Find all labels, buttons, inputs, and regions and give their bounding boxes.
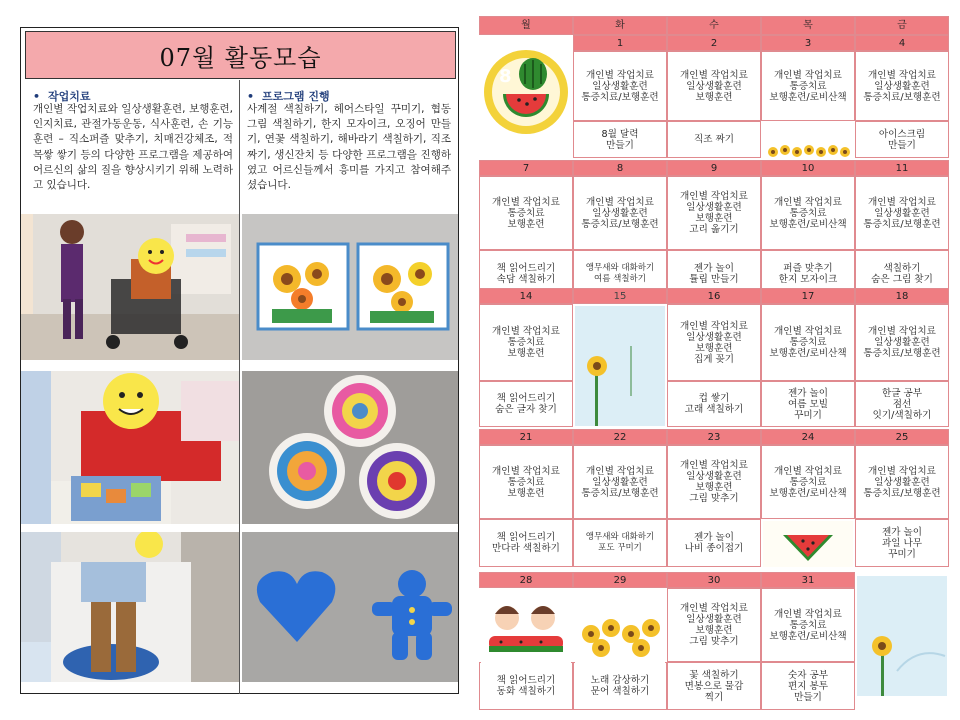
schedule-cell-text: 개인별 작업치료 일상생활훈련 보행훈련: [680, 69, 748, 103]
schedule-cell-text: 개인별 작업치료 통증치료 보행훈련/로비산책: [769, 326, 847, 359]
page-title: 07월 활동모습: [25, 31, 456, 79]
date-11-text: 11: [895, 162, 909, 174]
date-14: [479, 288, 573, 304]
schedule-cell-text: 개인별 작업치료 일상생활훈련 통증치료/보행훈련: [581, 465, 659, 499]
schedule-cell-text: 개인별 작업치료 일상생활훈련 통증치료/보행훈련: [863, 69, 941, 103]
date-3: [761, 35, 855, 51]
date-8: [573, 160, 667, 176]
program-cell-text: 젠가 놀이 여름 모빌 꾸미기: [787, 387, 829, 421]
program-cell-text: 아이스크림 만들기: [878, 128, 926, 151]
day-header-1-text: 화: [615, 20, 625, 31]
date-9-text: 9: [710, 162, 718, 174]
program-cell: [667, 519, 761, 567]
photo-walker-training: [21, 214, 239, 360]
program-cell: [479, 662, 573, 710]
program-cell: [855, 519, 949, 567]
date-29-text: 29: [613, 574, 627, 586]
photo-lacing-crafts: [242, 532, 458, 682]
watermelon-slice-icon: [763, 521, 853, 567]
date-25-text: 25: [895, 431, 909, 443]
schedule-cell-text: 개인별 작업치료 통증치료 보행훈련: [492, 196, 560, 230]
schedule-cell: [761, 176, 855, 250]
kids-watermelon-icon: [481, 590, 571, 664]
schedule-cell: [855, 445, 949, 519]
date-4-text: 4: [898, 37, 906, 49]
program-cell-text: 퍼즐 맞추기 한지 모자이크: [778, 263, 838, 285]
bullet-icon: •: [33, 90, 41, 103]
day-header-2-text: 수: [709, 20, 719, 31]
program-cell-text: 색칠하기 숨은 그림 찾기: [871, 263, 933, 285]
schedule-cell: [761, 588, 855, 662]
schedule-cell: [667, 304, 761, 381]
program-cell: [761, 662, 855, 710]
schedule-cell-text: 개인별 작업치료 통증치료 보행훈련/로비산책: [769, 465, 847, 499]
program-cell-text: 앵무새와 대화하기 포도 꾸미기: [585, 532, 655, 553]
schedule-cell: [761, 51, 855, 121]
date-7-text: 7: [522, 162, 530, 174]
schedule-cell-text: 개인별 작업치료 일상생활훈련 통증치료/보행훈련: [863, 196, 941, 230]
program-cell: [479, 519, 573, 567]
day-header-1: [573, 16, 667, 35]
day-header-2: [667, 16, 761, 35]
day-header-3-text: 목: [803, 20, 813, 31]
schedule-cell-text: 개인별 작업치료 일상생활훈련 통증치료/보행훈련: [581, 196, 659, 230]
date-2-text: 2: [710, 37, 718, 49]
day-header-4: [855, 16, 949, 35]
date-10-text: 10: [801, 162, 815, 174]
date-29: [573, 572, 667, 588]
activity-panel: [20, 27, 459, 694]
schedule-cell-text: 개인별 작업치료 일상생활훈련 보행훈련 집게 꽂기: [680, 320, 748, 365]
date-25: [855, 429, 949, 445]
date-28-text: 28: [519, 574, 533, 586]
date-22: [573, 429, 667, 445]
photo-mandala-coloring: [242, 371, 458, 524]
date-21: [479, 429, 573, 445]
sunflower-corner-icon: [857, 576, 947, 696]
schedule-cell: [855, 304, 949, 381]
program-cell: [479, 381, 573, 427]
schedule-cell: [573, 51, 667, 121]
date-2: [667, 35, 761, 51]
date-7: [479, 160, 573, 176]
schedule-cell: [479, 304, 573, 381]
photo-leg-exercise: [21, 532, 239, 682]
date-24-text: 24: [801, 431, 815, 443]
program-body: 사계절 색칠하기, 헤어스타일 꾸미기, 협동 그림 색칠하기, 한지 모자이크, 오징어 만들기, 연꽃 색칠하기, 해바라기 색칠하기, 직조 짜기, 생신잔치 등 다양한 프로그램을 진행하였고 어르신들께서 흥미를 가지고 참여해주셨습니다.: [247, 103, 451, 192]
program-cell-text: 책 읽어드리기 숨은 글자 찾기: [495, 393, 557, 415]
schedule-cell: [761, 304, 855, 381]
date-16-text: 16: [707, 290, 721, 302]
program-cell-text: 한글 공부 점선 잇기/색칠하기: [872, 387, 932, 421]
schedule-cell-text: 개인별 작업치료 통증치료 보행훈련/로비산책: [769, 608, 847, 642]
date-14-text: 14: [519, 290, 533, 302]
day-header-3: [761, 16, 855, 35]
date-1-text: 1: [616, 37, 624, 49]
date-22-text: 22: [613, 431, 627, 443]
sunflower-strip-icon: [763, 140, 853, 160]
program-cell: [573, 121, 667, 158]
date-23-text: 23: [707, 431, 721, 443]
occ-therapy-heading-text: 작업치료: [48, 90, 91, 103]
sunflowers-field-icon: [575, 590, 665, 664]
date-11: [855, 160, 949, 176]
schedule-cell: [667, 588, 761, 662]
schedule-cell-text: 개인별 작업치료 일상생활훈련 보행훈련 그림 맞추기: [680, 460, 748, 504]
date-18-text: 18: [895, 290, 909, 302]
date-15: [573, 288, 667, 304]
schedule-cell: [855, 51, 949, 121]
occ-therapy-body: 개인별 작업치료와 일상생활훈련, 보행훈련, 인지치료, 관절가동운동, 식사훈련, 손 기능 훈련 – 직소퍼즐 맞추기, 치매건강체조, 적목쌓 쌓기 등의 다양한 프로그램을 제공하여 어르신의 삶의 질을 향상시키기 위해 노력하고 있습니다.: [33, 103, 233, 192]
date-31: [761, 572, 855, 588]
photo-sunflower-coloring: [242, 214, 458, 360]
program-cell: [573, 662, 667, 710]
date-8-text: 8: [616, 162, 624, 174]
schedule-cell-text: 개인별 작업치료 통증치료 보행훈련/로비산책: [769, 196, 847, 230]
date-3-text: 3: [804, 37, 812, 49]
program-cell: [573, 519, 667, 567]
day-header-4-text: 금: [897, 20, 907, 31]
program-cell-text: 앵무새와 대화하기 여름 색칠하기: [585, 263, 655, 284]
program-cell: [667, 662, 761, 710]
program-cell-text: 꽃 색칠하기 면봉으로 물감 찍기: [684, 669, 744, 703]
date-1: [573, 35, 667, 51]
schedule-cell: [855, 176, 949, 250]
schedule-cell: [479, 445, 573, 519]
program-cell-text: 직조 짜기: [693, 134, 735, 145]
svg-text:8: 8: [499, 66, 512, 87]
schedule-cell-text: 개인별 작업치료 통증치료 보행훈련: [492, 465, 560, 499]
schedule-cell: [573, 176, 667, 250]
schedule-cell-text: 개인별 작업치료 일상생활훈련 통증치료/보행훈련: [581, 69, 659, 103]
schedule-cell-text: 개인별 작업치료 통증치료 보행훈련: [492, 326, 560, 359]
watermelon-month-icon: [481, 36, 571, 142]
date-15-text: 15: [613, 290, 627, 302]
program-cell: [667, 121, 761, 158]
schedule-cell: [761, 445, 855, 519]
schedule-cell: [667, 176, 761, 250]
schedule-cell-text: 개인별 작업치료 일상생활훈련 보행훈련 고리 옮기기: [680, 191, 748, 235]
program-cell-text: 책 읽어드리기 동화 색칠하기: [496, 675, 556, 697]
program-cell-text: 숫자 공부 편지 봉투 만들기: [787, 669, 829, 703]
schedule-cell: [667, 445, 761, 519]
program-heading-text: 프로그램 진행: [262, 90, 330, 103]
date-24: [761, 429, 855, 445]
schedule-cell-text: 개인별 작업치료 일상생활훈련 통증치료/보행훈련: [863, 465, 941, 499]
date-23: [667, 429, 761, 445]
date-4: [855, 35, 949, 51]
schedule-cell-text: 개인별 작업치료 일상생활훈련 통증치료/보행훈련: [863, 326, 941, 359]
date-30-text: 30: [707, 574, 721, 586]
photo-puzzle-activity: [21, 371, 239, 524]
schedule-cell: [479, 176, 573, 250]
program-cell-text: 젠가 놀이 튤립 만들기: [689, 263, 739, 285]
schedule-cell-text: 개인별 작업치료 일상생활훈련 보행훈련 그림 맞추기: [680, 603, 748, 647]
program-cell-text: 컵 쌓기 고래 색칠하기: [684, 393, 744, 415]
bullet-icon: •: [247, 90, 255, 103]
date-31-text: 31: [801, 574, 815, 586]
program-cell-text: 책 읽어드리기 속담 색칠하기: [496, 263, 556, 285]
program-cell-text: 젠가 놀이 과일 나무 꾸미기: [881, 526, 923, 560]
schedule-cell-text: 개인별 작업치료 통증치료 보행훈련/로비산책: [769, 69, 847, 103]
date-28: [479, 572, 573, 588]
program-cell-text: 8월 달력 만들기: [601, 128, 639, 151]
date-9: [667, 160, 761, 176]
date-18: [855, 288, 949, 304]
program-cell-text: 노래 감상하기 문어 색칠하기: [590, 675, 650, 697]
program-cell-text: 젠가 놀이 나비 종이접기: [684, 532, 744, 554]
date-17: [761, 288, 855, 304]
schedule-cell: [667, 51, 761, 121]
column-divider: [239, 80, 240, 694]
date-10: [761, 160, 855, 176]
date-17-text: 17: [801, 290, 815, 302]
program-cell: [855, 381, 949, 427]
date-30: [667, 572, 761, 588]
date-16: [667, 288, 761, 304]
program-cell-text: 책 읽어드리기 만다라 색칠하기: [492, 532, 560, 554]
program-cell: [667, 381, 761, 427]
date-21-text: 21: [519, 431, 533, 443]
program-cell: [761, 381, 855, 427]
program-cell: [855, 121, 949, 158]
day-header-0: [479, 16, 573, 35]
schedule-cell: [573, 445, 667, 519]
sunflower-photo-icon: [575, 306, 665, 426]
day-header-0-text: 월: [521, 20, 531, 31]
